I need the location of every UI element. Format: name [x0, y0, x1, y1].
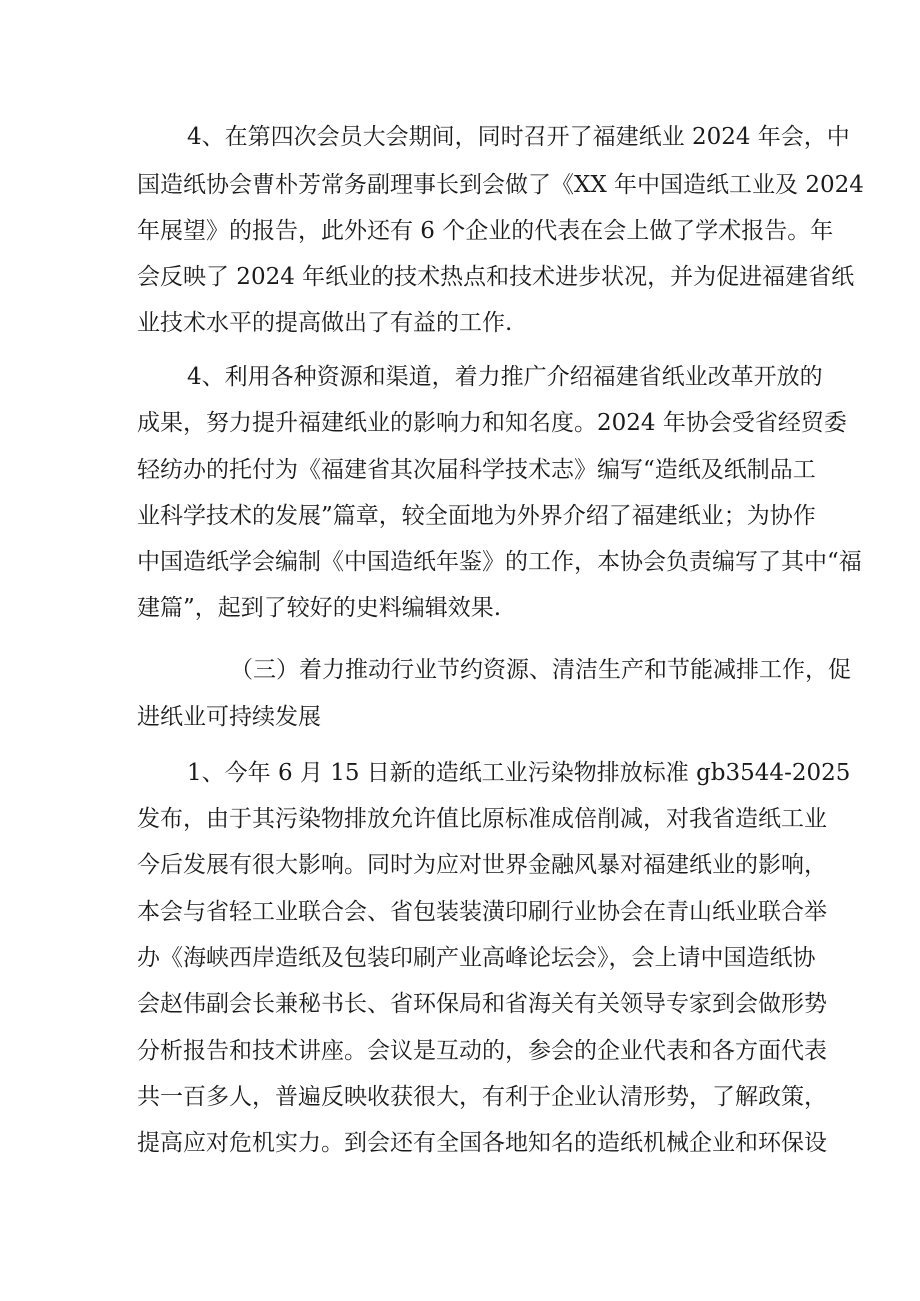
paragraph-4a-line: 会反映了 2024 年纸业的技术热点和技术进步状况，并为促进福建省纸 — [137, 264, 855, 290]
paragraph-1-line: 共一百多人，普遍反映收获很大，有利于企业认清形势，了解政策， — [137, 1084, 827, 1110]
section-heading-3: 进纸业可持续发展 — [137, 704, 321, 730]
paragraph-4b-line: 4、利用各种资源和渠道，着力推广介绍福建省纸业改革开放的 — [187, 364, 823, 390]
paragraph-4a-line: 业技术水平的提高做出了有益的工作. — [137, 310, 513, 336]
paragraph-4b-line: 轻纺办的托付为《福建省其次届科学技术志》编写“造纸及纸制品工 — [137, 457, 816, 483]
paragraph-1-line: 分析报告和技术讲座。会议是互动的，参会的企业代表和各方面代表 — [137, 1038, 827, 1064]
paragraph-4b-line: 中国造纸学会编制《中国造纸年鉴》的工作，本协会负责编写了其中“福 — [137, 549, 862, 575]
paragraph-4b-line: 业科学技术的发展”篇章，较全面地为外界介绍了福建纸业；为协作 — [137, 503, 816, 529]
paragraph-4b-line: 建篇”，起到了较好的史料编辑效果. — [137, 595, 502, 621]
paragraph-1-line: 会赵伟副会长兼秘书长、省环保局和省海关有关领导专家到会做形势 — [137, 991, 827, 1017]
paragraph-1-line: 本会与省轻工业联合会、省包装装潢印刷行业协会在青山纸业联合举 — [137, 899, 827, 925]
paragraph-1-line: 今后发展有很大影响。同时为应对世界金融风暴对福建纸业的影响， — [137, 852, 827, 878]
paragraph-1-line: 发布，由于其污染物排放允许值比原标准成倍削减，对我省造纸工业 — [137, 806, 827, 832]
paragraph-4b-line: 成果，努力提升福建纸业的影响力和知名度。2024 年协会受省经贸委 — [137, 410, 847, 436]
paragraph-4a-line: 4、在第四次会员大会期间，同时召开了福建纸业 2024 年会，中 — [187, 124, 850, 150]
paragraph-1-line: 1、今年 6 月 15 日新的造纸工业污染物排放标准 gb3544-2025 — [187, 760, 851, 786]
paragraph-4a-line: 年展望》的报告，此外还有 6 个企业的代表在会上做了学术报告。年 — [137, 218, 834, 244]
paragraph-1-line: 提高应对危机实力。到会还有全国各地知名的造纸机械企业和环保设 — [137, 1130, 827, 1156]
paragraph-1-line: 办《海峡西岸造纸及包装印刷产业高峰论坛会》，会上请中国造纸协 — [137, 945, 816, 971]
section-heading-3: （三）着力推动行业节约资源、清洁生产和节能减排工作，促 — [230, 657, 851, 683]
paragraph-4a-line: 国造纸协会曹朴芳常务副理事长到会做了《XX 年中国造纸工业及 2024 — [137, 172, 864, 198]
